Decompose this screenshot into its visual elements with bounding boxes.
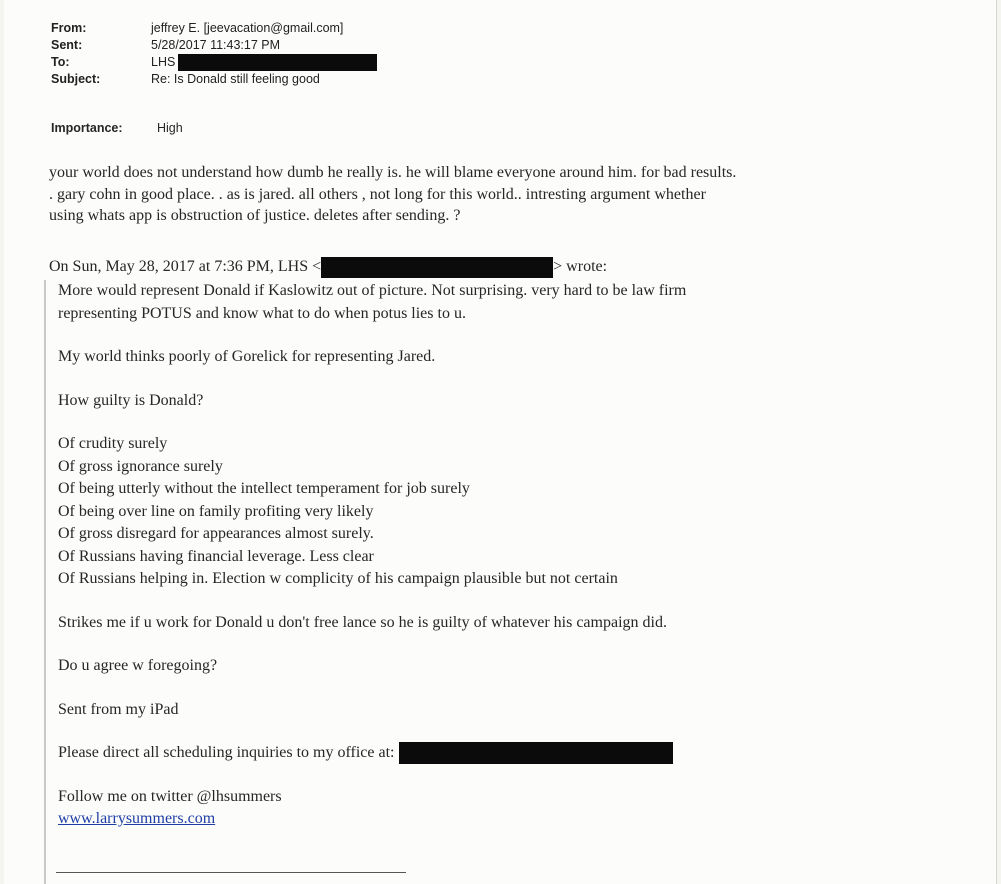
quoted-paragraph (58, 786, 988, 831)
twitter-line: Follow me on twitter @lhsummers (58, 787, 282, 805)
website-link-line[interactable] (58, 808, 988, 831)
quoted-paragraph (58, 655, 988, 678)
quoted-line: Do u agree w foregoing? (58, 657, 218, 674)
list-item: Of gross ignorance surely (58, 457, 223, 475)
redaction-bar (399, 742, 673, 764)
sent-label: Sent: (51, 38, 83, 52)
list-item: Of Russians helping in. Election w complicity of his campaign plausible but not certain (58, 570, 618, 587)
email-header-block (51, 20, 377, 88)
quoted-paragraph (58, 346, 988, 369)
scheduling-text: Please direct all scheduling inquiries to my office at: (58, 744, 395, 761)
subject-value: Re: Is Donald still feeling good (151, 72, 320, 86)
list-item: Of being utterly without the intellect temperament for job surely (58, 480, 470, 497)
guilt-list (58, 433, 988, 591)
to-row (51, 54, 377, 71)
reply-body (49, 162, 959, 227)
sent-value: 5/28/2017 11:43:17 PM (151, 38, 281, 52)
email-printout-page (4, 0, 997, 884)
to-value: LHS (151, 55, 176, 69)
redaction-bar (178, 54, 377, 71)
quoted-paragraph (58, 390, 988, 413)
from-row (51, 20, 377, 37)
redaction-bar (321, 257, 553, 278)
quoted-paragraph (58, 280, 988, 325)
from-value: jeffrey E. [jeevacation@gmail.com] (151, 21, 344, 35)
quoted-paragraph (58, 612, 988, 635)
to-value-wrap (151, 54, 377, 71)
quoted-line: How guilty is Donald? (58, 391, 204, 409)
list-item: Of being over line on family profiting very likely (58, 502, 374, 520)
reply-line: using whats app is obstruction of justice. deletes after sending. ? (49, 207, 461, 224)
importance-value: High (157, 121, 183, 135)
quoted-message (44, 280, 988, 884)
quoted-paragraph (58, 699, 988, 722)
quote-attribution (49, 256, 607, 278)
sent-row (51, 37, 377, 54)
importance-row (51, 121, 183, 135)
from-label: From: (51, 21, 87, 35)
quoted-paragraph (58, 742, 988, 765)
divider-line (56, 872, 406, 873)
list-item: Of Russians having financial leverage. Less clear (58, 547, 374, 565)
to-label: To: (51, 55, 70, 69)
list-item: Of crudity surely (58, 435, 168, 452)
quote-intro-end: > wrote: (553, 258, 608, 275)
scheduling-line (58, 742, 988, 765)
importance-label: Importance: (51, 121, 123, 135)
quoted-line: My world thinks poorly of Gorelick for representing Jared. (58, 348, 436, 365)
subject-row (51, 71, 377, 88)
quoted-line: Strikes me if u work for Donald u don't free lance so he is guilty of whatever his campaign did. (58, 613, 667, 631)
signature-line: Sent from my iPad (58, 700, 179, 718)
reply-line: . gary cohn in good place. . as is jared. all others , not long for this world.. intresting argument whether (49, 185, 706, 203)
reply-line: your world does not understand how dumb he really is. he will blame everyone around him. for bad results. (49, 164, 737, 181)
quote-intro-start: On Sun, May 28, 2017 at 7:36 PM, LHS < (49, 258, 322, 275)
quoted-line: representing POTUS and know what to do when potus lies to u. (58, 304, 466, 322)
website-link[interactable]: www.larrysummers.com (58, 810, 216, 827)
list-item: Of gross disregard for appearances almost surely. (58, 525, 374, 542)
subject-label: Subject: (51, 72, 101, 86)
quoted-line: More would represent Donald if Kaslowitz out of picture. Not surprising. very hard to be law firm (58, 282, 687, 299)
